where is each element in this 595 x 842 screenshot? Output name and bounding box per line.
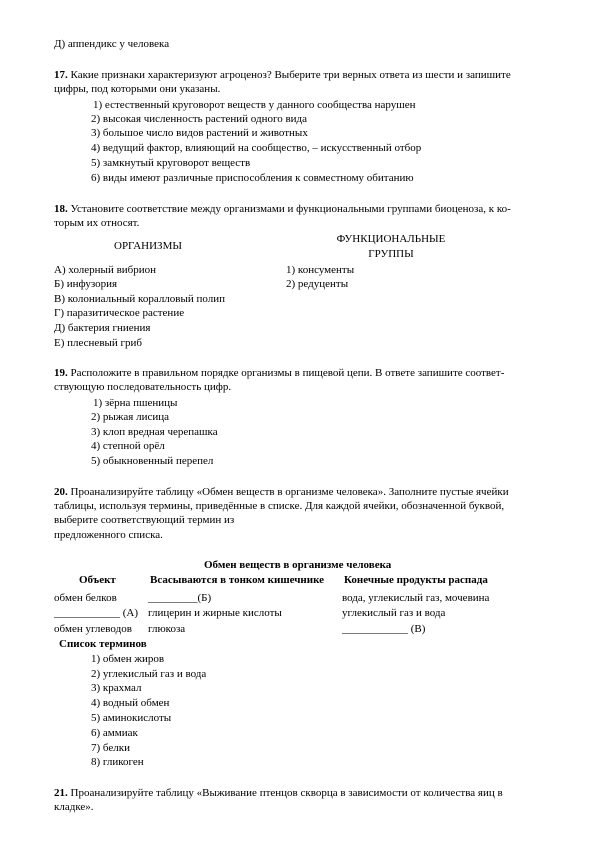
q17-text-line1 [54,68,511,83]
q18-groups-header-line2: ГРУППЫ [368,247,414,260]
q18-organism-g: Г) паразитическое растение [54,307,185,319]
q20-row2-products: углекислый газ и вода [342,607,446,619]
q20-header-end-products: Конечные продукты распада [344,574,488,586]
q17-number: 17. [54,69,68,81]
q20-header-object: Объект [79,574,116,586]
q17-text-line2: цифры, под которыми они указаны. [54,83,221,95]
q17-option-5: 5) замкнутый круговорот веществ [91,157,251,169]
q19-option-2: 2) рыжая лисица [91,411,170,423]
q21-number: 21. [54,787,68,799]
q20-term-5: 5) аминокислоты [91,712,172,724]
q18-groups-header [330,232,452,261]
q20-table-title: Обмен веществ в организме человека [204,559,392,571]
q20-term-4: 4) водный обмен [91,697,170,709]
q20-text-line3: выберите соответствующий термин из [54,514,235,526]
q18-organism-v: В) колониальный коралловый полип [54,293,226,305]
q20-row2-object: ____________ (А) [54,607,139,619]
q20-text-line2: таблицы, используя термины, приведённые в списке. Для каждой ячейки, обозначенной буквой, [54,500,505,512]
q20-text-line1 [54,485,509,500]
q19-option-3: 3) клоп вредная черепашка [91,426,218,438]
q17-prompt: Какие признаки характеризуют агроценоз? Выберите три верных ответа из шести и запишите [70,69,511,81]
q21-text-line1 [54,786,503,801]
q20-number: 20. [54,486,68,498]
q19-text-line1 [54,366,504,381]
q18-text-line2: торым их относят. [54,217,140,229]
q17-option-3: 3) большое число видов растений и животных [91,127,308,139]
q18-group-2: 2) редуценты [286,278,349,290]
q18-organisms-header: ОРГАНИЗМЫ [114,240,182,252]
q17-option-6: 6) виды имеют различные приспособления к совместному обитанию [91,172,414,184]
q19-option-1: 1) зёрна пшеницы [93,397,178,409]
q20-terms-title: Список терминов [59,638,147,650]
q17-option-4: 4) ведущий фактор, влияющий на сообщество, – искусственный отбор [91,142,422,154]
q17-option-1: 1) естественный круговорот веществ у данного сообщества нарушен [93,99,416,111]
answer-option-d-appendix: Д) аппендикс у человека [54,38,170,50]
q20-row1-object: обмен белков [54,592,117,604]
q20-row2-absorbed: глицерин и жирные кислоты [148,607,282,619]
q18-group-1: 1) консументы [286,264,355,276]
q20-term-3: 3) крахмал [91,682,142,694]
q21-prompt: Проанализируйте таблицу «Выживание птенцов скворца в зависимости от количества яиц в [70,787,503,799]
q20-term-8: 8) гликоген [91,756,144,768]
q18-number: 18. [54,203,68,215]
q18-organism-a: А) холерный вибрион [54,264,157,276]
q20-header-absorbed: Всасываются в тонком кишечнике [150,574,325,586]
q18-organism-b: Б) инфузория [54,278,118,290]
q19-number: 19. [54,367,68,379]
q19-option-5: 5) обыкновенный перепел [91,455,214,467]
q20-term-7: 7) белки [91,742,130,754]
q20-row1-products: вода, углекислый газ, мочевина [342,592,490,604]
q20-row3-absorbed: глюкоза [148,623,186,635]
q18-organism-e: Е) плесневый гриб [54,337,143,349]
q18-prompt: Установите соответствие между организмами и функциональными группами биоценоза, к ко- [70,203,511,215]
q18-organism-d: Д) бактерия гниения [54,322,151,334]
q20-term-2: 2) углекислый газ и вода [91,668,207,680]
q20-row3-object: обмен углеводов [54,623,132,635]
q19-text-line2: ствующую последовательность цифр. [54,381,232,393]
q20-term-6: 6) аммиак [91,727,138,739]
q20-prompt: Проанализируйте таблицу «Обмен веществ в организме человека». Заполните пустые ячейки [70,486,509,498]
q18-groups-header-line1: ФУНКЦИОНАЛЬНЫЕ [336,233,446,245]
q20-term-1: 1) обмен жиров [91,653,165,665]
q20-row1-absorbed: _________(Б) [148,592,212,604]
q19-prompt: Расположите в правильном порядке организмы в пищевой цепи. В ответе запишите соответ- [70,367,505,379]
q18-text-line1 [54,202,511,217]
q21-text-line2: кладке». [54,801,94,813]
q20-row3-products: ____________ (В) [342,623,426,635]
q20-text-line4: предложенного списка. [54,529,163,541]
q17-option-2: 2) высокая численность растений одного вида [91,113,308,125]
q19-option-4: 4) степной орёл [91,440,165,452]
